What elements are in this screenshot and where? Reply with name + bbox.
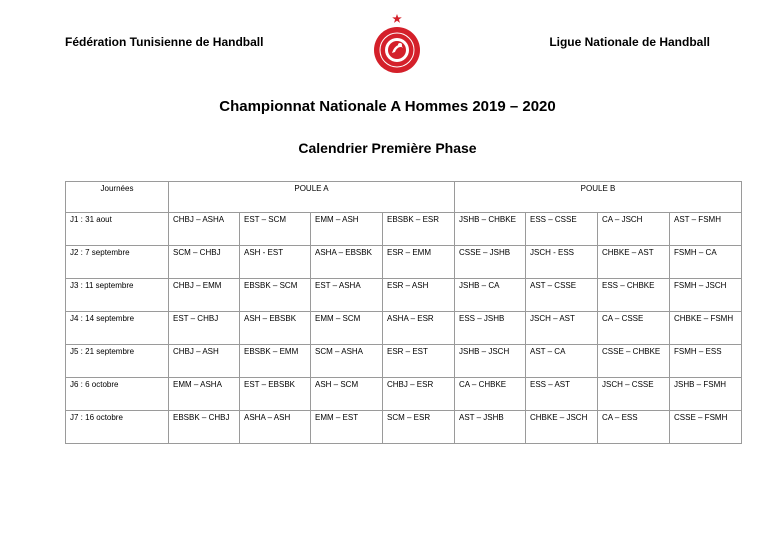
match-cell: CHBJ – ASH [169,345,240,378]
page-title: Championnat Nationale A Hommes 2019 – 2020 [219,98,556,115]
header-journees: Journées [66,182,169,213]
match-cell: CHBJ – EMM [169,279,240,312]
match-cell: CA – ESS [598,411,670,444]
match-cell: ASH – EBSBK [240,312,311,345]
league-name: Ligue Nationale de Handball [549,35,710,49]
match-cell: JSHB – FSMH [670,378,742,411]
match-cell: FSMH – JSCH [670,279,742,312]
match-cell: ESS – CSSE [526,213,598,246]
match-cell: CHBKE – FSMH [670,312,742,345]
match-cell: EST – SCM [240,213,311,246]
match-cell: ESR – ASH [383,279,455,312]
match-cell: JSCH – AST [526,312,598,345]
table-row [66,345,742,378]
match-cell: FSMH – CA [670,246,742,279]
match-cell: CA – JSCH [598,213,670,246]
match-cell: ASH - EST [240,246,311,279]
match-cell: CHBKE – JSCH [526,411,598,444]
match-cell: ASHA – ASH [240,411,311,444]
match-cell: CSSE – CHBKE [598,345,670,378]
table-row [66,279,742,312]
header-poule-a: POULE A [169,182,455,213]
match-cell: CHBKE – AST [598,246,670,279]
match-cell: ESS – AST [526,378,598,411]
match-cell: CA – CSSE [598,312,670,345]
table-row [66,246,742,279]
match-cell: SCM – ESR [383,411,455,444]
match-cell: SCM – ASHA [311,345,383,378]
match-cell: EMM – SCM [311,312,383,345]
header-poule-b: POULE B [455,182,742,213]
journee-cell: J7 : 16 octobre [66,411,169,444]
match-cell: JSHB – CA [455,279,526,312]
match-cell: ASHA – ESR [383,312,455,345]
calendar-table [65,181,742,444]
match-cell: CHBJ – ASHA [169,213,240,246]
federation-logo [371,12,423,74]
match-cell: AST – FSMH [670,213,742,246]
match-cell: ESR – EMM [383,246,455,279]
match-cell: CHBJ – ESR [383,378,455,411]
match-cell: ESR – EST [383,345,455,378]
journee-cell: J4 : 14 septembre [66,312,169,345]
page-subtitle: Calendrier Première Phase [298,140,477,156]
match-cell: JSCH - ESS [526,246,598,279]
match-cell: ASH – SCM [311,378,383,411]
match-cell: JSCH – CSSE [598,378,670,411]
journee-cell: J3 : 11 septembre [66,279,169,312]
match-cell: AST – CSSE [526,279,598,312]
match-cell: EST – ASHA [311,279,383,312]
match-cell: EMM – ASH [311,213,383,246]
match-cell: SCM – CHBJ [169,246,240,279]
match-cell: CA – CHBKE [455,378,526,411]
match-cell: EBSBK – ESR [383,213,455,246]
table-row [66,312,742,345]
match-cell: ASHA – EBSBK [311,246,383,279]
match-cell: EST – CHBJ [169,312,240,345]
match-cell: EMM – ASHA [169,378,240,411]
table-row [66,411,742,444]
match-cell: EBSBK – EMM [240,345,311,378]
match-cell: ESS – JSHB [455,312,526,345]
federation-name: Fédération Tunisienne de Handball [65,35,264,49]
match-cell: EMM – EST [311,411,383,444]
match-cell: AST – JSHB [455,411,526,444]
journee-cell: J6 : 6 octobre [66,378,169,411]
match-cell: EBSBK – CHBJ [169,411,240,444]
journee-cell: J1 : 31 aout [66,213,169,246]
match-cell: AST – CA [526,345,598,378]
journee-cell: J2 : 7 septembre [66,246,169,279]
match-cell: FSMH – ESS [670,345,742,378]
journee-cell: J5 : 21 septembre [66,345,169,378]
table-row [66,213,742,246]
table-row [66,378,742,411]
match-cell: ESS – CHBKE [598,279,670,312]
match-cell: CSSE – JSHB [455,246,526,279]
match-cell: CSSE – FSMH [670,411,742,444]
match-cell: EBSBK – SCM [240,279,311,312]
match-cell: EST – EBSBK [240,378,311,411]
match-cell: JSHB – CHBKE [455,213,526,246]
match-cell: JSHB – JSCH [455,345,526,378]
